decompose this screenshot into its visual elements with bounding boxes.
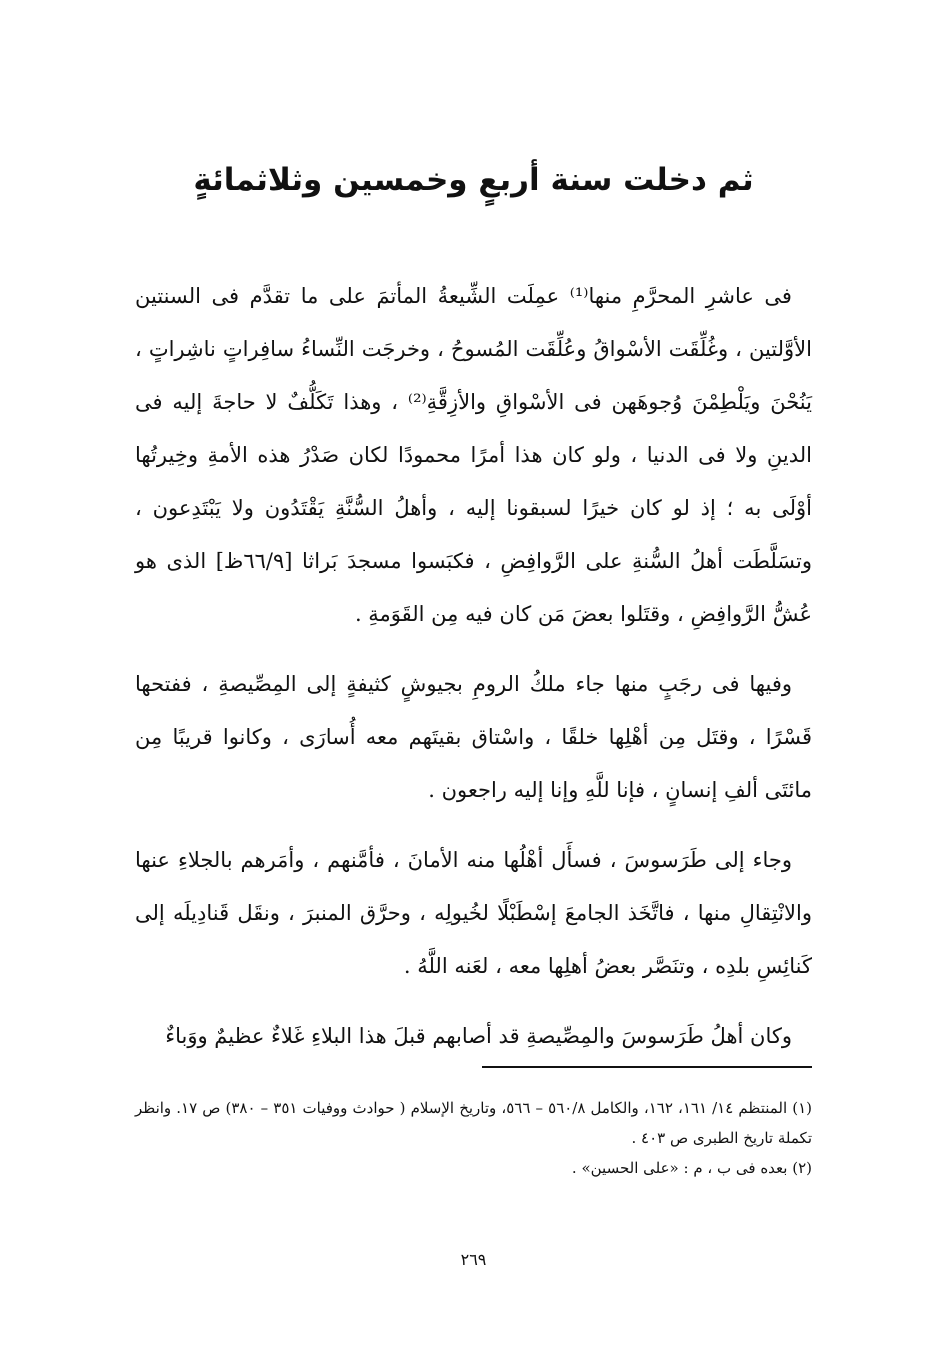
footnote-2: (٢) بعده فى ب ، م : «على الحسين» . (571, 1159, 812, 1177)
paragraph-4: وكان أهلُ طَرَسوسَ والمِصِّيصةِ قد أصابهم قبلَ هذا البلاءِ غَلاءٌ عظيمٌ ووَباءٌ (165, 1024, 792, 1048)
footnotes (135, 1093, 812, 1183)
chapter-title: ثم دخلت سنة أربعٍ وخمسين وثلاثمائةٍ (193, 162, 754, 198)
footnote-divider (482, 1066, 812, 1068)
main-text (135, 270, 812, 1063)
paragraph-3: وجاء إلى طَرَسوسَ ، فسأَل أهْلُها منه الأمانَ ، فأمَّنهم ، وأمَرهم بالجلاءِ عنها والانْتِقالِ منها ، فاتَّخَذ الجامعَ إسْطَبْلًا لخُيولِه ، وحرَّق المنبرَ ، ونقَل قَنادِيلَه إلى كَنائِسِ بلدِه ، وتنَصَّر بعضُ أهلِها معه ، لعَنه اللَّهُ . (135, 848, 812, 978)
paragraph-1: فى عاشرِ المحرَّمِ منها⁽¹⁾ عمِلَت الشِّيعةُ المأتمَ على ما تقدَّم فى السنتين الأوَّلتين ، وغُلِّقَت الأسْواقُ وعُلِّقَت المُسوحُ ، وخرجَت النِّساءُ سافِراتٍ ناشِراتٍ ، يَنُحْنَ ويَلْطِمْنَ وُجوهَهن فى الأسْواقِ والأزِقَّةِ⁽²⁾ ، وهذا تَكَلُّفٌ لا حاجةَ إليه فى الدينِ ولا فى الدنيا ، ولو كان هذا أمرًا محمودًا لكان صَدْرُ هذه الأمةِ وخِيرتُها أوْلَى به ؛ إذ لو كان خيرًا لسبقونا إليه ، وأهلُ السُّنَّةِ يَقْتَدُون ولا يَبْتَدِعون ، وتسَلَّطَت أهلُ السُّنةِ على الرَّوافِضِ ، فكبَسوا مسجدَ بَراثا [٦٦/٩ظ] الذى هو عُشُّ الرَّوافِضِ ، وقتَلوا بعضَ مَن كان فيه مِن القَوَمةِ . (135, 284, 812, 626)
paragraph-2: وفيها فى رجَبٍ منها جاء ملكُ الرومِ بجيوشٍ كثيفةٍ إلى المِصِّيصةِ ، ففتحها قَسْرًا ، وقتَل مِن أهْلِها خلقًا ، واسْتاق بقيتَهم معه أُسارَى ، وكانوا قريبًا مِن مائتَى ألفِ إنسانٍ ، فإنا للَّهِ وإنا إليه راجعون . (135, 672, 812, 802)
footnote-1: (١) المنتظم ١٤/ ١٦١، ١٦٢، والكامل ٥٦٠/٨ – ٥٦٦، وتاريخ الإسلام ( حوادث ووفيات ٣٥١ – ٣٨٠) ص ١٧. وانظر تكملة تاريخ الطبرى ص ٤٠٣ . (135, 1099, 813, 1147)
page-number: ٢٦٩ (460, 1250, 487, 1269)
